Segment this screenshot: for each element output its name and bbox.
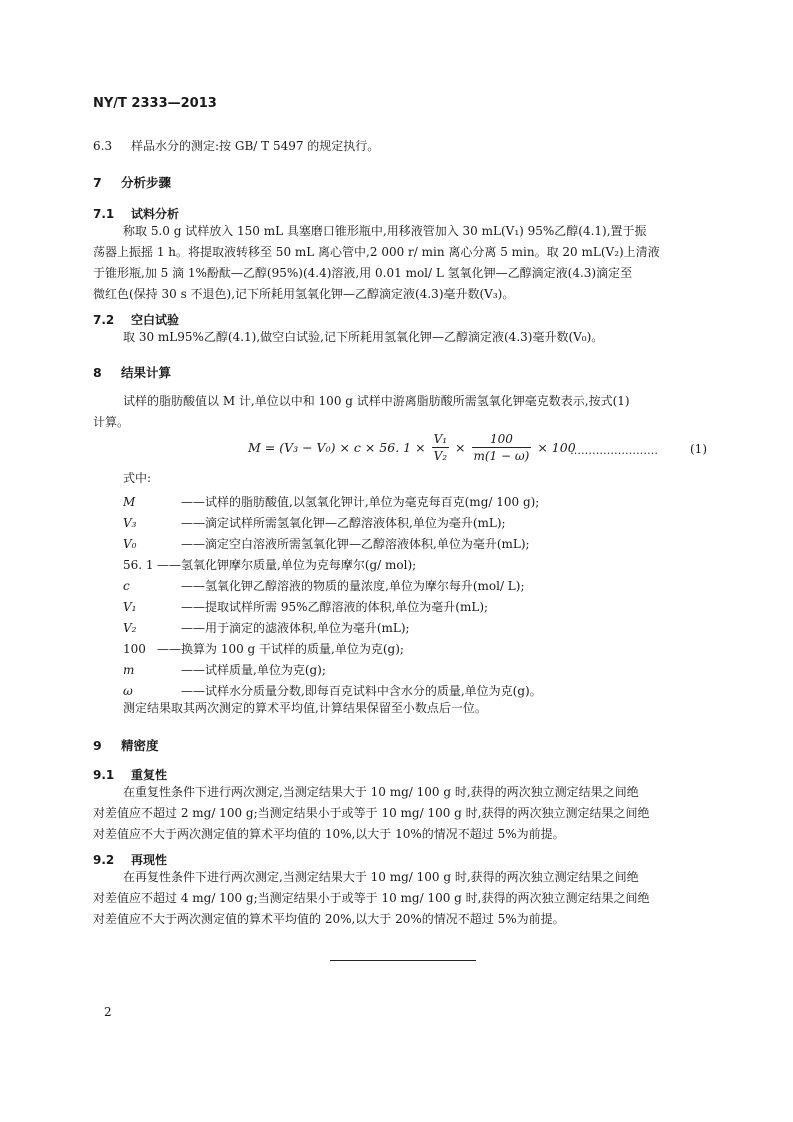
variable-symbol: ω	[123, 684, 133, 698]
variable-definition	[123, 514, 506, 531]
paragraph-line: 荡器上振摇 1 h。将提取液转移至 50 mL 离心管中,2 000 r/ min 离心分离 5 min。取 20 mL(V₂)上清液	[93, 245, 660, 259]
variable-desc: ——用于滴定的滤液体积,单位为毫升(mL);	[181, 621, 410, 635]
formula-tail: × 100	[537, 440, 576, 455]
section-title: 再现性	[131, 853, 168, 867]
fraction-denominator: m(1 − ω)	[473, 449, 530, 463]
fraction-numerator: V₁	[433, 432, 448, 446]
section-7-2-heading	[93, 311, 179, 328]
section-title: 结果计算	[121, 365, 172, 380]
variable-desc: ——提取试样所需 95%乙醇溶液的体积,单位为毫升(mL);	[181, 600, 489, 614]
variable-desc: ——换算为 100 g 干试样的质量,单位为克(g);	[157, 642, 404, 656]
variable-definition	[123, 661, 326, 678]
paragraph-line: 对差值应不超过 2 mg/ 100 g;当测定结果小于或等于 10 mg/ 100 g 时,获得的两次独立测定结果之间绝	[93, 806, 650, 820]
variable-symbol: V₂	[123, 621, 137, 635]
variable-definition	[123, 682, 542, 699]
section-7-1-heading	[93, 205, 179, 222]
variable-symbol: V₁	[123, 600, 137, 614]
section-9-heading	[93, 736, 159, 754]
section-8-heading	[93, 363, 171, 381]
section-title: 试料分析	[131, 207, 180, 221]
paragraph-line: 在重复性条件下进行两次测定,当测定结果大于 10 mg/ 100 g 时,获得的两次独立测定结果之间绝	[123, 785, 639, 799]
section-number: 6.3	[93, 139, 113, 153]
formula-times: ×	[455, 440, 466, 455]
variable-desc: ——滴定试样所需氢氧化钾—乙醇溶液体积,单位为毫升(mL);	[181, 516, 506, 530]
section-title: 空白试验	[131, 313, 180, 327]
variable-definition	[123, 577, 525, 594]
paragraph-line: 计算。	[93, 415, 130, 429]
section-number: 9	[93, 738, 102, 753]
variable-symbol: V₃	[123, 516, 137, 530]
section-title: 分析步骤	[121, 175, 172, 190]
section-number: 8	[93, 365, 102, 380]
section-title: 精密度	[121, 738, 159, 753]
variable-definition	[123, 598, 488, 615]
section-number: 7.2	[93, 313, 115, 327]
end-rule	[330, 960, 476, 961]
fraction-denominator: V₂	[433, 449, 448, 463]
where-label: 式中:	[123, 471, 152, 485]
paragraph-line: 微红色(保持 30 s 不退色),记下所耗用氢氧化钾—乙醇滴定液(4.3)毫升数(V₃)。	[93, 287, 515, 301]
paragraph-line: 在再复性条件下进行两次测定,当测定结果大于 10 mg/ 100 g 时,获得的两次独立测定结果之间绝	[123, 870, 639, 884]
paragraph-line: 对差值应不大于两次测定值的算术平均值的 20%,以大于 20%的情况不超过 5%为前提。	[93, 912, 565, 926]
paragraph-line: 对差值应不大于两次测定值的算术平均值的 10%,以大于 10%的情况不超过 5%为前提。	[93, 827, 565, 841]
page-number: 2	[104, 1005, 112, 1019]
section-title: 重复性	[131, 768, 168, 782]
paragraph-line: 试样的脂肪酸值以 M 计,单位以中和 100 g 试样中游离脂肪酸所需氢氧化钾毫克数表示,按式(1)	[123, 394, 630, 408]
variable-definition	[123, 619, 410, 636]
formula-lhs: M = (V₃ − V₀) × c × 56. 1 ×	[248, 440, 426, 455]
variable-desc: ——氢氧化钾乙醇溶液的物质的量浓度,单位为摩尔每升(mol/ L);	[181, 579, 525, 593]
fraction-100-m	[472, 432, 532, 463]
section-9-1-heading	[93, 766, 167, 783]
variable-definition	[123, 640, 404, 657]
variable-desc: ——试样水分质量分数,即每百克试料中含水分的质量,单位为克(g)。	[181, 684, 542, 698]
section-number: 9.2	[93, 853, 115, 867]
variable-symbol: 56. 1	[123, 558, 154, 572]
section-7-heading	[93, 173, 171, 191]
variable-definition	[123, 556, 416, 573]
section-6-3	[93, 136, 379, 157]
variable-symbol: 100	[123, 642, 146, 656]
formula-leader: ……………………	[570, 444, 658, 457]
paragraph-line: 于锥形瓶,加 5 滴 1%酚酞—乙醇(95%)(4.4)溶液,用 0.01 mol/ L 氢氧化钾—乙醇滴定液(4.3)滴定至	[93, 266, 633, 280]
formula-1	[248, 432, 576, 463]
closing-sentence: 测定结果取其两次测定的算术平均值,计算结果保留至小数点后一位。	[123, 701, 487, 715]
variable-symbol: m	[123, 663, 135, 677]
section-number: 7.1	[93, 207, 115, 221]
fraction-numerator: 100	[472, 432, 532, 448]
section-9-2-heading	[93, 851, 167, 868]
variable-desc: ——试样的脂肪酸值,以氢氧化钾计,单位为毫克每百克(mg/ 100 g);	[181, 495, 540, 509]
variable-symbol: c	[123, 579, 130, 593]
variable-desc: ——试样质量,单位为克(g);	[181, 663, 326, 677]
section-number: 7	[93, 175, 102, 190]
variable-desc: ——滴定空白溶液所需氢氧化钾—乙醇溶液体积,单位为毫升(mL);	[181, 537, 530, 551]
standard-code: NY/T 2333—2013	[93, 96, 217, 111]
variable-definition	[123, 493, 539, 510]
fraction-v1-v2	[432, 432, 449, 463]
paragraph-line: 取 30 mL95%乙醇(4.1),做空白试验,记下所耗用氢氧化钾—乙醇滴定液(4.3)毫升数(V₀)。	[123, 330, 604, 344]
variable-definition	[123, 535, 530, 552]
variable-symbol: V₀	[123, 537, 137, 551]
equation-number: (1)	[690, 442, 707, 456]
variable-symbol: M	[123, 495, 136, 509]
section-text: 样品水分的测定:按 GB/ T 5497 的规定执行。	[131, 139, 380, 153]
variable-desc: ——氢氧化钾摩尔质量,单位为克每摩尔(g/ mol);	[157, 558, 417, 572]
section-number: 9.1	[93, 768, 115, 782]
paragraph-line: 对差值应不超过 4 mg/ 100 g;当测定结果小于或等于 10 mg/ 100 g 时,获得的两次独立测定结果之间绝	[93, 891, 650, 905]
paragraph-line: 称取 5.0 g 试样放入 150 mL 具塞磨口锥形瓶中,用移液管加入 30 mL(V₁) 95%乙醇(4.1),置于振	[123, 224, 647, 238]
